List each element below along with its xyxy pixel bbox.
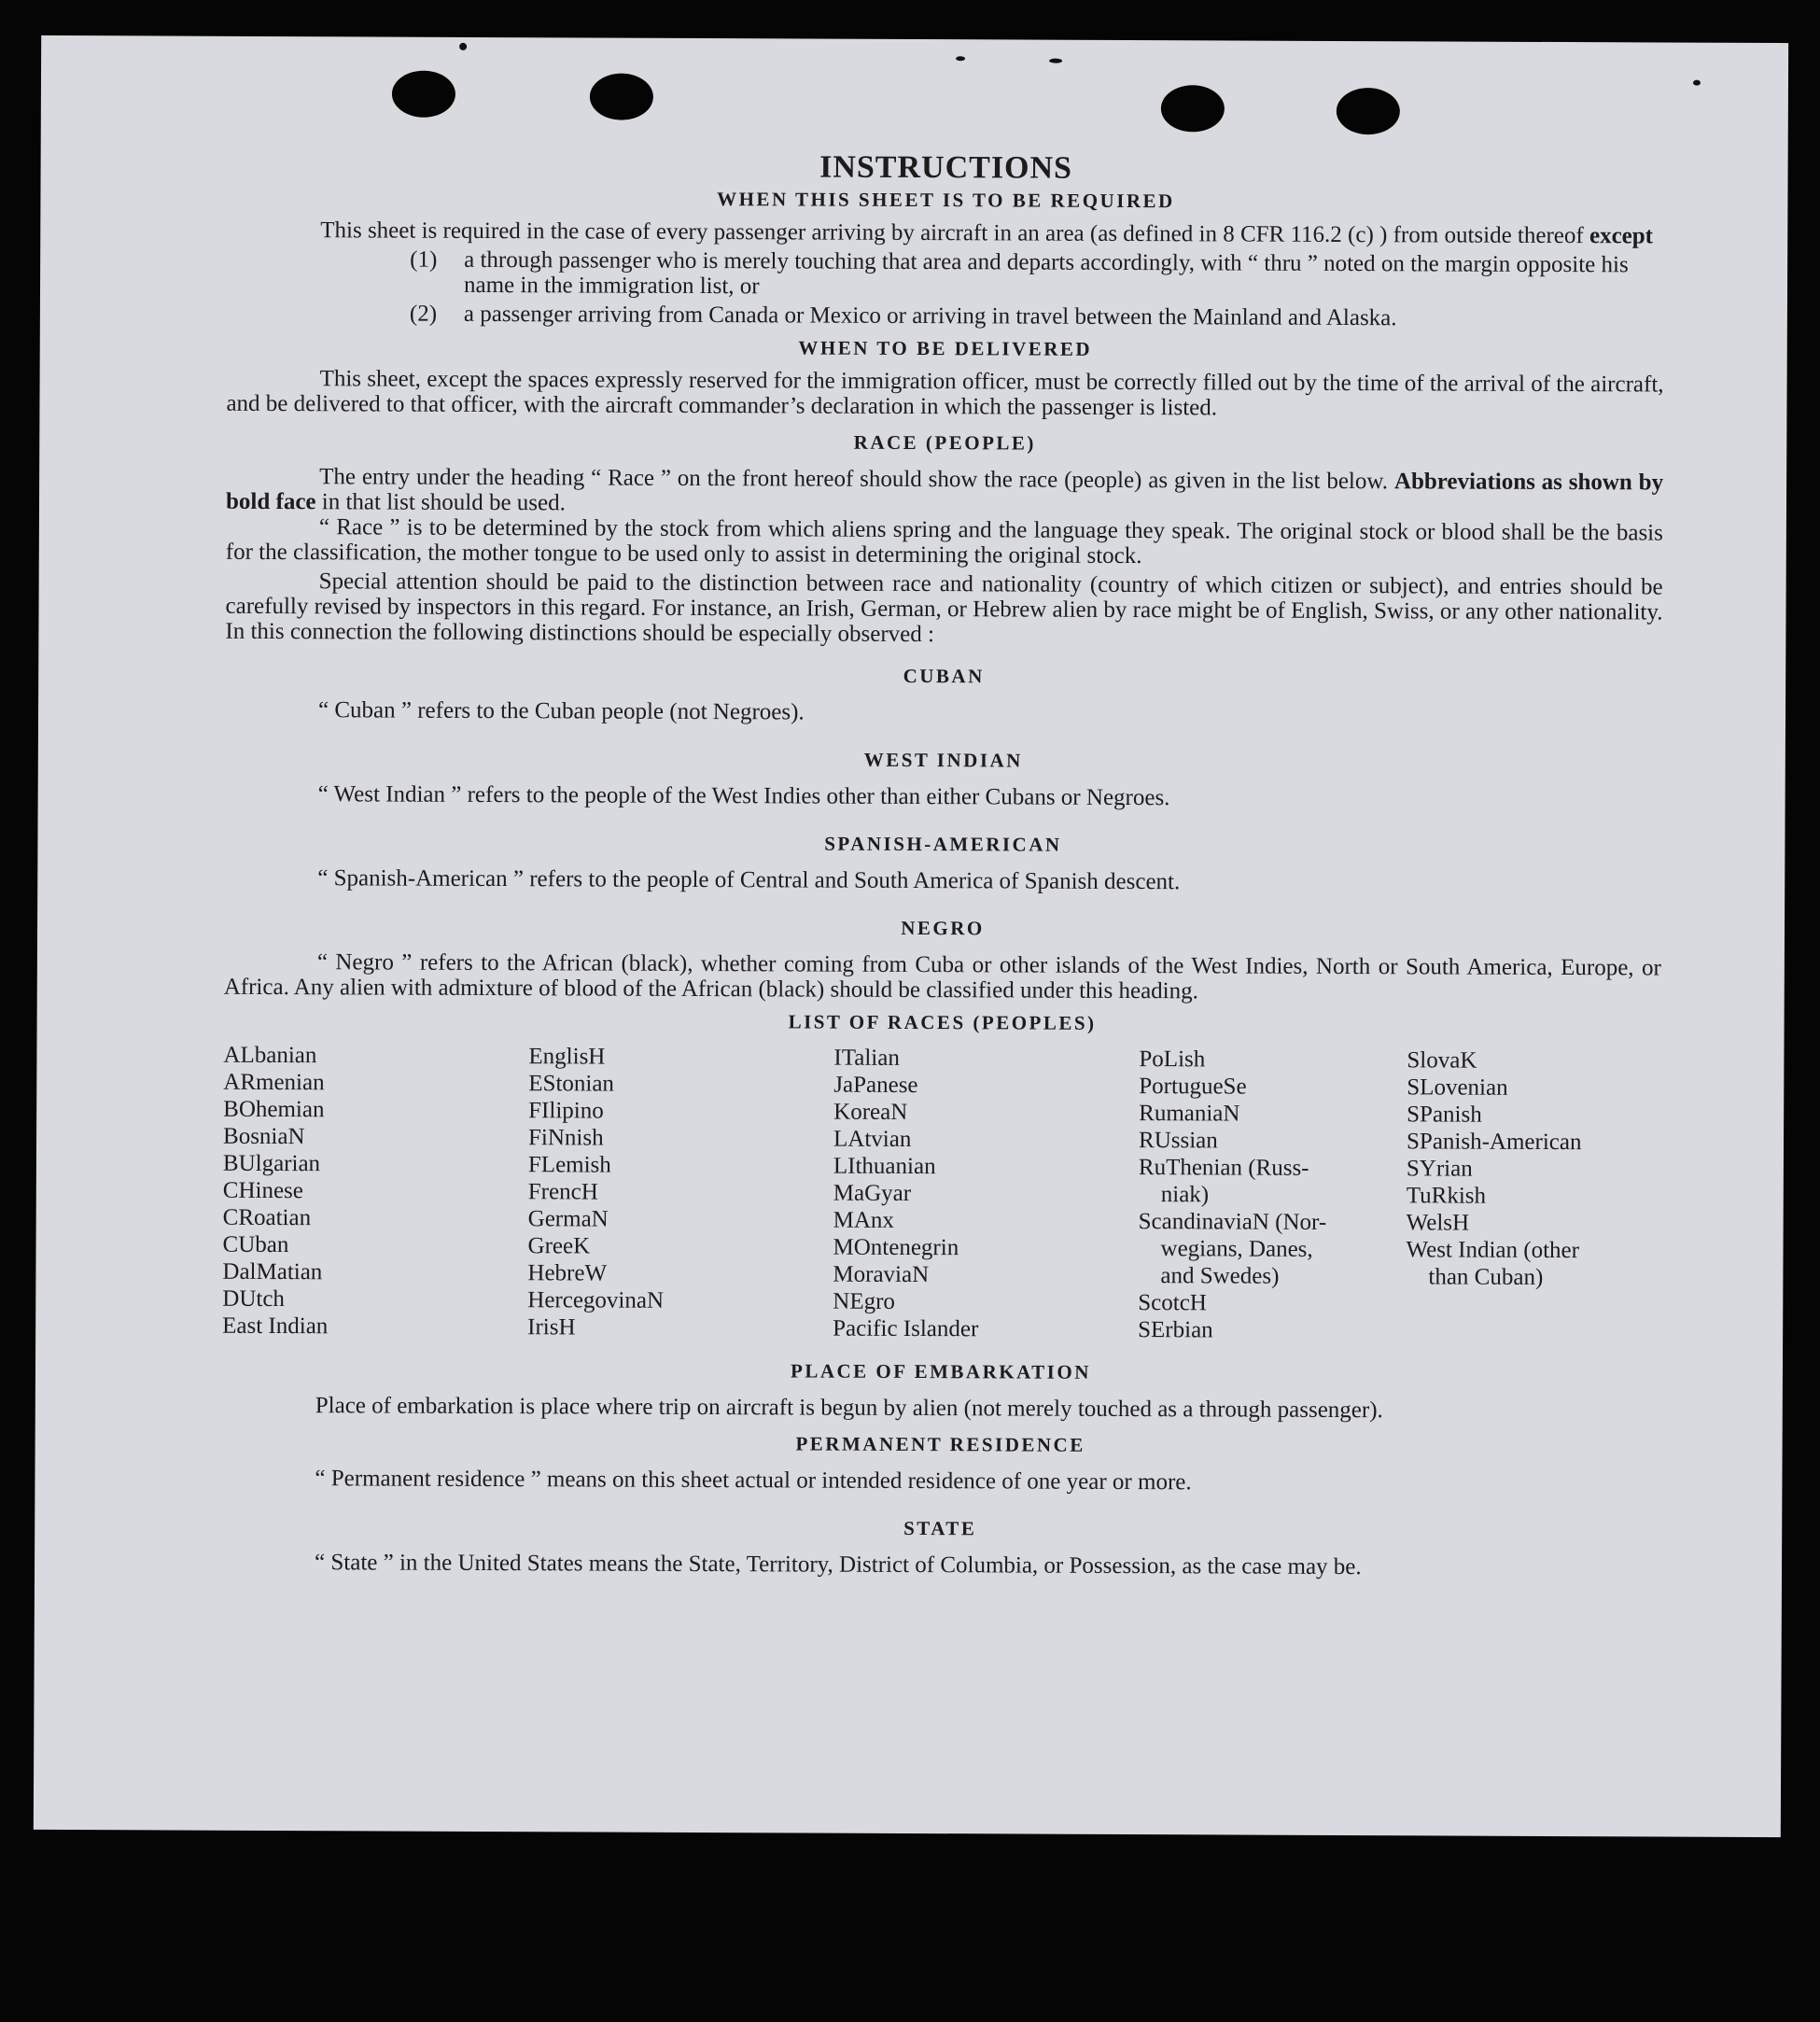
speck — [1049, 59, 1062, 63]
races-column-5 — [1406, 1046, 1660, 1345]
race-entry: CUban — [222, 1231, 289, 1258]
list-item: (1) a through passenger who is merely touching that area and departs accordingly, with “ thru ” noted on the margin opposite his name in the immigration list, or — [410, 246, 1629, 300]
heading-permanent-residence: PERMANENT RESIDENCE — [795, 1432, 1085, 1456]
race-entry: BOhemian — [223, 1096, 325, 1123]
cuban-text: “ Cuban ” refers to the Cuban people (not Negroes). — [317, 697, 805, 725]
when-required-intro: This sheet is required in the case of every passenger arriving by aircraft in an area (as defined in 8 CFR 116.2 (c) ) from outside thereof except — [320, 218, 1654, 249]
heading-embarkation: PLACE OF EMBARKATION — [790, 1359, 1091, 1383]
race-paragraph-1: The entry under the heading “ Race ” on the front hereof should show the race (people) as given in the list below. Abbreviations as shown by bold face in that list should be used. — [225, 464, 1664, 516]
race-entry: BosniaN — [222, 1123, 305, 1150]
race-entry: ALbanian — [223, 1042, 317, 1069]
race-paragraph-3: Special attention should be paid to the distinction between race and nationality (country of which citizen or subject), and entries should be carefully revised by inspectors in this regard. For instance, an Irish, German, or Hebrew alien by race might be of English, Swiss, or any other nationality. In this connection the following distinctions should be especially observed : — [225, 569, 1663, 648]
embarkation-text: Place of embarkation is place where trip on aircraft is begun by alien (not merely touched as a through passenger). — [315, 1393, 1383, 1424]
race-entry: KoreaN — [833, 1099, 908, 1125]
speck — [459, 43, 467, 50]
race-entry: RumaniaN — [1139, 1101, 1240, 1127]
race-entry: IrisH — [527, 1314, 576, 1341]
heading-spanish-american: SPANISH-AMERICAN — [824, 832, 1062, 856]
race-entry-continuation: niak) — [1160, 1182, 1210, 1208]
heading-race: RACE (PEOPLE) — [853, 430, 1036, 455]
state-text: “ State ” in the United States means the State, Territory, District of Columbia, or Possession, as the case may be. — [315, 1550, 1362, 1580]
heading-negro: NEGRO — [901, 916, 985, 940]
race-entry: CHinese — [222, 1177, 303, 1204]
race-entry: WelsH — [1406, 1210, 1470, 1236]
race-entry: PoLish — [1139, 1046, 1206, 1073]
race-entry: DUtch — [222, 1285, 286, 1313]
heading-list-of-races: LIST OF RACES (PEOPLES) — [788, 1010, 1097, 1034]
document-page — [34, 35, 1788, 1837]
punch-hole — [392, 71, 455, 118]
races-column-4 — [1138, 1046, 1407, 1344]
race-entry: FIlipino — [528, 1098, 604, 1124]
heading-cuban: CUBAN — [903, 664, 985, 688]
race-entry: DalMatian — [222, 1258, 323, 1285]
race-entry: LIthuanian — [833, 1153, 936, 1180]
race-entry: SPanish-American — [1406, 1129, 1582, 1156]
race-entry: MaGyar — [833, 1180, 912, 1207]
race-entry: EStonian — [528, 1071, 615, 1097]
heading-when-required: WHEN THIS SHEET IS TO BE REQUIRED — [717, 188, 1175, 213]
races-column-1 — [222, 1042, 528, 1341]
race-entry: ITalian — [833, 1045, 900, 1071]
west-indian-text: “ West Indian ” refers to the people of the West Indies other than either Cubans or Negroes. — [317, 781, 1170, 811]
race-entry: SErbian — [1138, 1317, 1213, 1343]
race-entry: GermaN — [527, 1206, 609, 1232]
spanish-american-text: “ Spanish-American ” refers to the people of Central and South America of Spanish descent. — [317, 865, 1181, 895]
punch-hole — [1161, 85, 1225, 132]
race-entry: RuThenian (Russ- — [1138, 1155, 1309, 1181]
race-entry: FLemish — [527, 1152, 611, 1178]
page-title: INSTRUCTIONS — [819, 149, 1073, 186]
race-entry: RUssian — [1138, 1128, 1218, 1154]
punch-hole — [590, 73, 653, 119]
negro-text: “ Negro ” refers to the African (black), whether coming from Cuba or other islands of the West Indies, North or South America, Europe, or Africa. Any alien with admixture of blood of the African (black) should be classified under this heading. — [223, 949, 1661, 1004]
race-entry: SLovenian — [1407, 1074, 1508, 1101]
race-entry: HercegovinaN — [527, 1287, 665, 1313]
race-entry: ScandinaviaN (Nor- — [1138, 1209, 1327, 1235]
race-entry: TuRkish — [1406, 1183, 1487, 1209]
heading-state: STATE — [903, 1516, 977, 1540]
heading-west-indian: WEST INDIAN — [863, 748, 1023, 772]
race-entry: EnglisH — [528, 1044, 606, 1070]
heading-when-delivered: WHEN TO BE DELIVERED — [798, 336, 1093, 360]
race-entry: CRoatian — [222, 1204, 312, 1231]
race-entry-continuation: wegians, Danes, — [1160, 1236, 1313, 1262]
race-entry: LAtvian — [833, 1126, 912, 1153]
document-body — [221, 149, 1665, 1581]
speck — [1693, 80, 1701, 86]
race-entry: JaPanese — [833, 1072, 918, 1099]
race-entry: BUlgarian — [222, 1150, 321, 1177]
race-entry: ARmenian — [223, 1069, 325, 1096]
race-entry: ScotcH — [1138, 1290, 1207, 1316]
race-entry: FrencH — [527, 1179, 598, 1205]
races-column-3 — [833, 1045, 1139, 1343]
race-entry: HebreW — [527, 1260, 608, 1286]
race-entry: GreeK — [527, 1233, 591, 1259]
race-entry: MoraviaN — [833, 1261, 930, 1288]
race-entry: MOntenegrin — [833, 1234, 959, 1261]
race-entry: East Indian — [222, 1313, 329, 1340]
race-entry: SlovaK — [1407, 1047, 1477, 1074]
list-item: (2) a passenger arriving from Canada or Mexico or arriving in travel between the Mainland and Alaska. — [409, 301, 1397, 331]
race-entry: SYrian — [1406, 1156, 1473, 1182]
race-entry: NEgro — [833, 1288, 896, 1314]
race-entry: Pacific Islander — [833, 1315, 979, 1342]
races-table — [222, 1042, 1660, 1346]
race-entry: SPanish — [1407, 1102, 1482, 1128]
race-paragraph-2: “ Race ” is to be determined by the stock from which aliens spring and the language they speak. The original stock or blood shall be the basis for the classification, the mother tongue to be used only to assist in determining the original stock. — [225, 514, 1663, 569]
race-entry-continuation: and Swedes) — [1160, 1263, 1280, 1289]
when-delivered-text: This sheet, except the spaces expressly reserved for the immigration officer, must be correctly filled out by the time of the arrival of the aircraft, and be delivered to that officer, with the aircraft commander’s declaration in which the passenger is listed. — [226, 366, 1664, 421]
punch-hole — [1337, 88, 1400, 134]
race-entry: West Indian (other — [1406, 1237, 1580, 1264]
races-column-2 — [527, 1043, 833, 1341]
speck — [956, 56, 965, 61]
race-entry-continuation: than Cuban) — [1428, 1264, 1544, 1290]
residence-text: “ Permanent residence ” means on this sheet actual or intended residence of one year or more. — [315, 1466, 1192, 1495]
race-entry: MAnx — [833, 1207, 895, 1233]
race-entry: PortugueSe — [1139, 1074, 1247, 1100]
race-entry: FiNnish — [527, 1125, 604, 1151]
